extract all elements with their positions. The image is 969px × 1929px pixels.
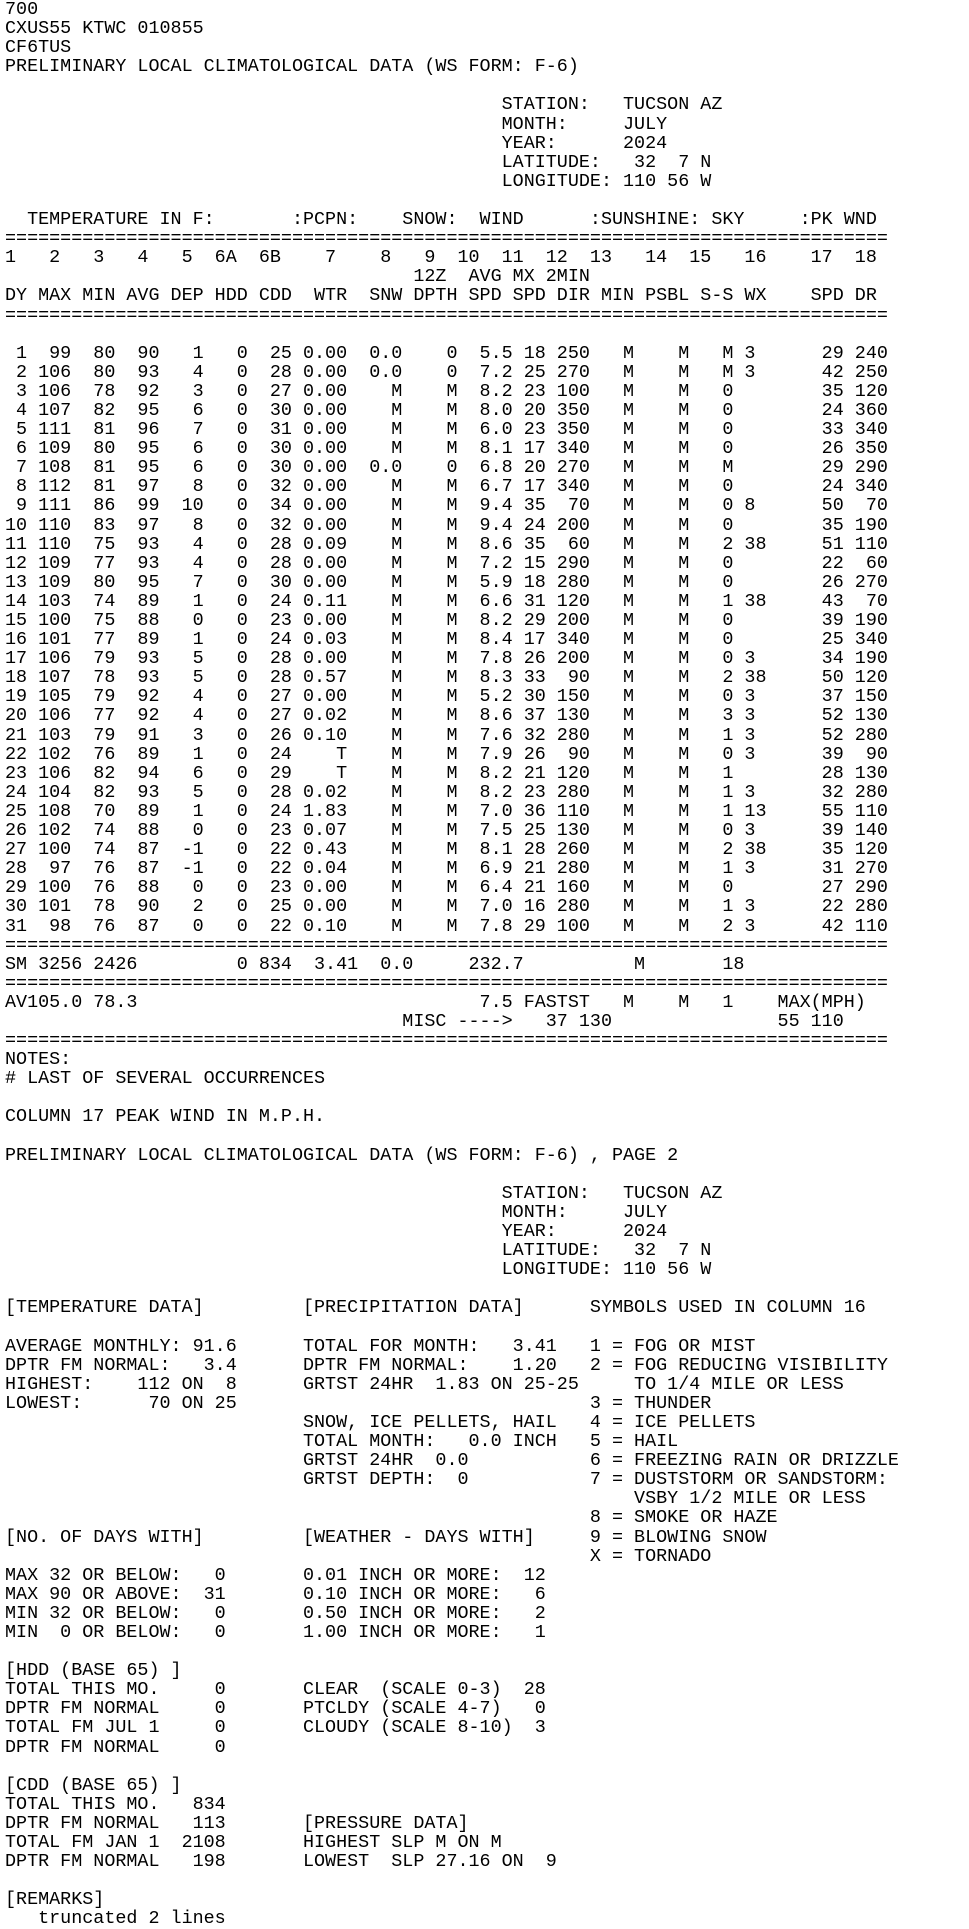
report-line: 18 107 78 93 5 0 28 0.57 M M 8.3 33 90 M M 2 38 50 120 xyxy=(5,667,888,689)
report-line: GRTST 24HR 0.0 6 = FREEZING RAIN OR DRIZZLE xyxy=(5,1450,899,1472)
report-line: SNOW, ICE PELLETS, HAIL 4 = ICE PELLETS xyxy=(5,1411,756,1433)
report-line: 24 104 82 93 5 0 28 0.02 M M 8.2 23 280 M M 1 3 32 280 xyxy=(5,781,888,803)
report-line: CXUS55 KTWC 010855 xyxy=(5,18,204,40)
report-line: 12Z AVG MX 2MIN xyxy=(5,266,590,288)
report-line: TEMPERATURE IN F: :PCPN: SNOW: WIND :SUNSHINE: SKY :PK WND xyxy=(5,209,877,231)
report-line: DPTR FM NORMAL 198 LOWEST SLP 27.16 ON 9 xyxy=(5,1851,557,1873)
report-line: 5 111 81 96 7 0 31 0.00 M M 6.0 23 350 M M 0 33 340 xyxy=(5,419,888,441)
report-line xyxy=(5,191,969,210)
report-line xyxy=(5,76,969,95)
report-line: 16 101 77 89 1 0 24 0.03 M M 8.4 17 340 M M 0 25 340 xyxy=(5,629,888,651)
report-line xyxy=(5,325,969,344)
report-line: 19 105 79 92 4 0 27 0.00 M M 5.2 30 150 M M 0 3 37 150 xyxy=(5,686,888,708)
report-line: truncated 2 lines xyxy=(5,1908,226,1929)
report-line: LATITUDE: 32 7 N xyxy=(5,1240,712,1262)
report-line: TOTAL FM JAN 1 2108 HIGHEST SLP M ON M xyxy=(5,1832,502,1853)
report-line: AV105.0 78.3 7.5 FASTST M M 1 MAX(MPH) xyxy=(5,991,866,1013)
report-line: 6 109 80 95 6 0 30 0.00 M M 8.1 17 340 M M 0 26 350 xyxy=(5,438,888,460)
report-line xyxy=(5,1279,969,1298)
report-line: MIN 0 OR BELOW: 0 1.00 INCH OR MORE: 1 xyxy=(5,1621,546,1643)
report-line: 3 106 78 92 3 0 27 0.00 M M 8.2 23 100 M M 0 35 120 xyxy=(5,380,888,402)
report-line: ================================================================================ xyxy=(5,304,888,326)
report-line: MISC ----> 37 130 55 110 xyxy=(5,1010,844,1032)
report-line: X = TORNADO xyxy=(5,1545,712,1567)
report-line: GRTST DEPTH: 0 7 = DUSTSTORM OR SANDSTORM: xyxy=(5,1469,888,1491)
report-line: # LAST OF SEVERAL OCCURRENCES xyxy=(5,1068,326,1090)
report-line: TOTAL MONTH: 0.0 INCH 5 = HAIL xyxy=(5,1431,679,1453)
report-line: 31 98 76 87 0 0 22 0.10 M M 7.8 29 100 M M 2 3 42 110 xyxy=(5,915,888,937)
report-line: MONTH: JULY xyxy=(5,1201,668,1223)
report-line: DPTR FM NORMAL 113 [PRESSURE DATA] xyxy=(5,1812,469,1834)
report-line xyxy=(5,1088,969,1107)
report-line: DPTR FM NORMAL 0 PTCLDY (SCALE 4-7) 0 xyxy=(5,1698,546,1720)
report-line xyxy=(5,1642,969,1661)
report-line: 30 101 78 90 2 0 25 0.00 M M 7.0 16 280 M M 1 3 22 280 xyxy=(5,896,888,918)
report-line: DY MAX MIN AVG DEP HDD CDD WTR SNW DPTH SPD SPD DIR MIN PSBL S-S WX SPD DR xyxy=(5,285,877,307)
report-line: DPTR FM NORMAL: 3.4 DPTR FM NORMAL: 1.20 2 = FOG REDUCING VISIBILITY xyxy=(5,1354,888,1376)
report-line: SM 3256 2426 0 834 3.41 0.0 232.7 M 18 xyxy=(5,953,745,975)
report-line: ================================================================================ xyxy=(5,972,888,994)
report-line: 23 106 82 94 6 0 29 T M M 8.2 21 120 M M 1 28 130 xyxy=(5,762,888,784)
report-line: 22 102 76 89 1 0 24 T M M 7.9 26 90 M M 0 3 39 90 xyxy=(5,743,888,765)
report-line: LATITUDE: 32 7 N xyxy=(5,151,712,173)
report-line xyxy=(5,1165,969,1184)
report-line: 9 111 86 99 10 0 34 0.00 M M 9.4 35 70 M M 0 8 50 70 xyxy=(5,495,888,517)
report-line: LONGITUDE: 110 56 W xyxy=(5,170,712,192)
report-line: STATION: TUCSON AZ xyxy=(5,1182,723,1204)
report-line: CF6TUS xyxy=(5,37,72,59)
report-line xyxy=(5,1871,969,1890)
report-line: COLUMN 17 PEAK WIND IN M.P.H. xyxy=(5,1106,326,1128)
report-line: MONTH: JULY xyxy=(5,113,668,135)
report-line: TOTAL FM JUL 1 0 CLOUDY (SCALE 8-10) 3 xyxy=(5,1717,546,1739)
report-line: MAX 90 OR ABOVE: 31 0.10 INCH OR MORE: 6 xyxy=(5,1583,546,1605)
report-line: 17 106 79 93 5 0 28 0.00 M M 7.8 26 200 M M 0 3 34 190 xyxy=(5,648,888,670)
report-line: [HDD (BASE 65) ] xyxy=(5,1660,182,1682)
report-line: HIGHEST: 112 ON 8 GRTST 24HR 1.83 ON 25-25 TO 1/4 MILE OR LESS xyxy=(5,1373,844,1395)
report-line: DPTR FM NORMAL 0 xyxy=(5,1736,226,1758)
report-line: VSBY 1/2 MILE OR LESS xyxy=(5,1488,866,1510)
report-line: 4 107 82 95 6 0 30 0.00 M M 8.0 20 350 M M 0 24 360 xyxy=(5,399,888,421)
report-line: 12 109 77 93 4 0 28 0.00 M M 7.2 15 290 M M 0 22 60 xyxy=(5,552,888,574)
report-line xyxy=(5,1317,969,1336)
report-line: 1 2 3 4 5 6A 6B 7 8 9 10 11 12 13 14 15 16 17 18 xyxy=(5,247,877,269)
report-line: 1 99 80 90 1 0 25 0.00 0.0 0 5.5 18 250 M M M 3 29 240 xyxy=(5,342,888,364)
report-line: [REMARKS] xyxy=(5,1889,105,1911)
report-line: 700 xyxy=(5,0,39,20)
report-line: 8 112 81 97 8 0 32 0.00 M M 6.7 17 340 M M 0 24 340 xyxy=(5,476,888,498)
report-line: [CDD (BASE 65) ] xyxy=(5,1774,182,1796)
report-line: LOWEST: 70 ON 25 3 = THUNDER xyxy=(5,1392,712,1414)
report-line: ================================================================================ xyxy=(5,228,888,250)
report-line: 8 = SMOKE OR HAZE xyxy=(5,1507,778,1529)
report-line: 10 110 83 97 8 0 32 0.00 M M 9.4 24 200 M M 0 35 190 xyxy=(5,514,888,536)
report-line: STATION: TUCSON AZ xyxy=(5,94,723,116)
report-line: AVERAGE MONTHLY: 91.6 TOTAL FOR MONTH: 3.41 1 = FOG OR MIST xyxy=(5,1335,756,1357)
report-line: [NO. OF DAYS WITH] [WEATHER - DAYS WITH] 9 = BLOWING SNOW xyxy=(5,1526,767,1548)
report-line: 13 109 80 95 7 0 30 0.00 M M 5.9 18 280 M M 0 26 270 xyxy=(5,571,888,593)
report-line: PRELIMINARY LOCAL CLIMATOLOGICAL DATA (WS FORM: F-6) xyxy=(5,56,579,78)
report-line: 21 103 79 91 3 0 26 0.10 M M 7.6 32 280 M M 1 3 52 280 xyxy=(5,724,888,746)
report-line: YEAR: 2024 xyxy=(5,1221,668,1242)
report-line: NOTES: xyxy=(5,1049,72,1071)
report-line: 29 100 76 88 0 0 23 0.00 M M 6.4 21 160 M M 0 27 290 xyxy=(5,877,888,899)
report-line: 7 108 81 95 6 0 30 0.00 0.0 0 6.8 20 270 M M M 29 290 xyxy=(5,457,888,479)
report-line: TOTAL THIS MO. 0 CLEAR (SCALE 0-3) 28 xyxy=(5,1679,546,1701)
report-line: 15 100 75 88 0 0 23 0.00 M M 8.2 29 200 M M 0 39 190 xyxy=(5,610,888,631)
report-line xyxy=(5,1757,969,1776)
report-line: YEAR: 2024 xyxy=(5,132,668,154)
report-line: [TEMPERATURE DATA] [PRECIPITATION DATA] SYMBOLS USED IN COLUMN 16 xyxy=(5,1297,866,1319)
report-line: 28 97 76 87 -1 0 22 0.04 M M 6.9 21 280 M M 1 3 31 270 xyxy=(5,858,888,880)
report-line: LONGITUDE: 110 56 W xyxy=(5,1259,712,1281)
report-line: 2 106 80 93 4 0 28 0.00 0.0 0 7.2 25 270 M M M 3 42 250 xyxy=(5,361,888,383)
report-line: ================================================================================ xyxy=(5,934,888,956)
report-line: 25 108 70 89 1 0 24 1.83 M M 7.0 36 110 M M 1 13 55 110 xyxy=(5,800,888,822)
report-line: 26 102 74 88 0 0 23 0.07 M M 7.5 25 130 M M 0 3 39 140 xyxy=(5,820,888,842)
report-line: 11 110 75 93 4 0 28 0.09 M M 8.6 35 60 M M 2 38 51 110 xyxy=(5,533,888,555)
report-line: ================================================================================ xyxy=(5,1030,888,1052)
report-line: 27 100 74 87 -1 0 22 0.43 M M 8.1 28 260 M M 2 38 35 120 xyxy=(5,839,888,861)
report-line: MAX 32 OR BELOW: 0 0.01 INCH OR MORE: 12 xyxy=(5,1564,546,1586)
report-line: 20 106 77 92 4 0 27 0.02 M M 8.6 37 130 M M 3 3 52 130 xyxy=(5,705,888,727)
report-line: MIN 32 OR BELOW: 0 0.50 INCH OR MORE: 2 xyxy=(5,1602,546,1624)
report-line xyxy=(5,1127,969,1146)
report-line: TOTAL THIS MO. 834 xyxy=(5,1793,226,1815)
report-line: 14 103 74 89 1 0 24 0.11 M M 6.6 31 120 M M 1 38 43 70 xyxy=(5,590,888,612)
report-line: PRELIMINARY LOCAL CLIMATOLOGICAL DATA (WS FORM: F-6) , PAGE 2 xyxy=(5,1144,679,1166)
